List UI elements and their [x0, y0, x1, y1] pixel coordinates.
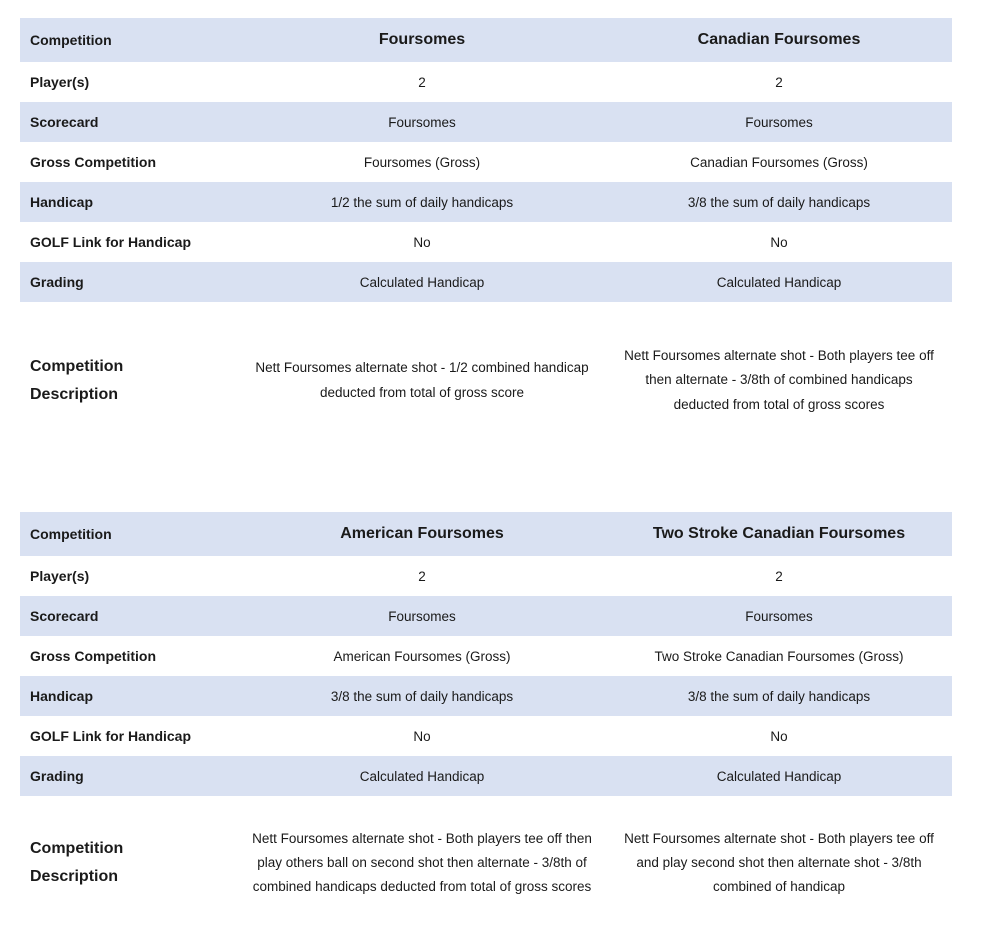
row-label-grading: Grading [30, 274, 84, 290]
cell-value: No [413, 234, 431, 250]
table-row [20, 62, 952, 102]
cell-value: 2 [775, 568, 783, 584]
cell-value: Two Stroke Canadian Foursomes (Gross) [654, 648, 904, 664]
table-row [20, 716, 952, 756]
row-label-grading: Grading [30, 768, 84, 784]
cell-value: Calculated Handicap [716, 768, 842, 784]
cell-value: Calculated Handicap [716, 274, 842, 290]
cell-value: 2 [775, 74, 783, 90]
cell-value: Foursomes (Gross) [363, 154, 481, 170]
row-label-competition-description: Competition Description [30, 840, 124, 885]
cell-value: Canadian Foursomes (Gross) [690, 154, 868, 170]
table-row [20, 596, 952, 636]
cell-value: Foursomes [745, 608, 813, 624]
row-label-players: Player(s) [30, 74, 90, 90]
table-row [20, 636, 952, 676]
table-row [20, 796, 952, 930]
table-row [20, 262, 952, 302]
table-row [20, 222, 952, 262]
column-header-american-foursomes: American Foursomes [340, 525, 504, 542]
cell-value: 3/8 the sum of daily handicaps [687, 688, 871, 704]
competition-table-1 [20, 18, 952, 459]
cell-value: American Foursomes (Gross) [333, 648, 511, 664]
cell-value: No [413, 728, 431, 744]
cell-value: 2 [418, 568, 426, 584]
column-header-two-stroke-canadian-foursomes: Two Stroke Canadian Foursomes [652, 525, 906, 542]
row-label-scorecard: Scorecard [30, 114, 99, 130]
row-label-handicap: Handicap [30, 194, 94, 210]
table-row [20, 102, 952, 142]
cell-value: 3/8 the sum of daily handicaps [330, 688, 514, 704]
row-label-gross-competition: Gross Competition [30, 648, 157, 664]
cell-value: No [770, 728, 788, 744]
cell-value: Nett Foursomes alternate shot - Both players tee off and play second shot then alternate shot - 3/8th combined of handicap [624, 830, 934, 894]
table-row [20, 182, 952, 222]
column-header-competition: Competition [30, 32, 112, 48]
competition-table-2 [20, 512, 952, 930]
cell-value: Foursomes [745, 114, 813, 130]
row-label-competition-description: Competition Description [30, 357, 124, 403]
table-row [20, 556, 952, 596]
cell-value: Calculated Handicap [359, 274, 485, 290]
cell-value: Nett Foursomes alternate shot - Both players tee off then play others ball on second shot then alternate - 3/8th of combined handicaps deducted from total of gross scores [252, 830, 592, 894]
cell-value: 2 [418, 74, 426, 90]
row-label-players: Player(s) [30, 568, 90, 584]
cell-value: Nett Foursomes alternate shot - 1/2 combined handicap deducted from total of gross score [255, 360, 589, 400]
table-row [20, 512, 952, 556]
cell-value: 1/2 the sum of daily handicaps [330, 194, 514, 210]
table-row [20, 18, 952, 62]
column-header-canadian-foursomes: Canadian Foursomes [697, 31, 861, 48]
column-header-competition: Competition [30, 526, 112, 542]
cell-value: Calculated Handicap [359, 768, 485, 784]
cell-value: 3/8 the sum of daily handicaps [687, 194, 871, 210]
table-row [20, 756, 952, 796]
row-label-golf-link: GOLF Link for Handicap [30, 234, 192, 250]
cell-value: No [770, 234, 788, 250]
cell-value: Foursomes [388, 608, 456, 624]
cell-value: Nett Foursomes alternate shot - Both players tee off then alternate - 3/8th of combined handicaps deducted from total of gross scores [624, 348, 934, 412]
table-row [20, 302, 952, 459]
column-header-foursomes: Foursomes [378, 31, 466, 48]
row-label-scorecard: Scorecard [30, 608, 99, 624]
cell-value: Foursomes [388, 114, 456, 130]
row-label-gross-competition: Gross Competition [30, 154, 157, 170]
row-label-golf-link: GOLF Link for Handicap [30, 728, 192, 744]
table-row [20, 142, 952, 182]
table-row [20, 676, 952, 716]
row-label-handicap: Handicap [30, 688, 94, 704]
